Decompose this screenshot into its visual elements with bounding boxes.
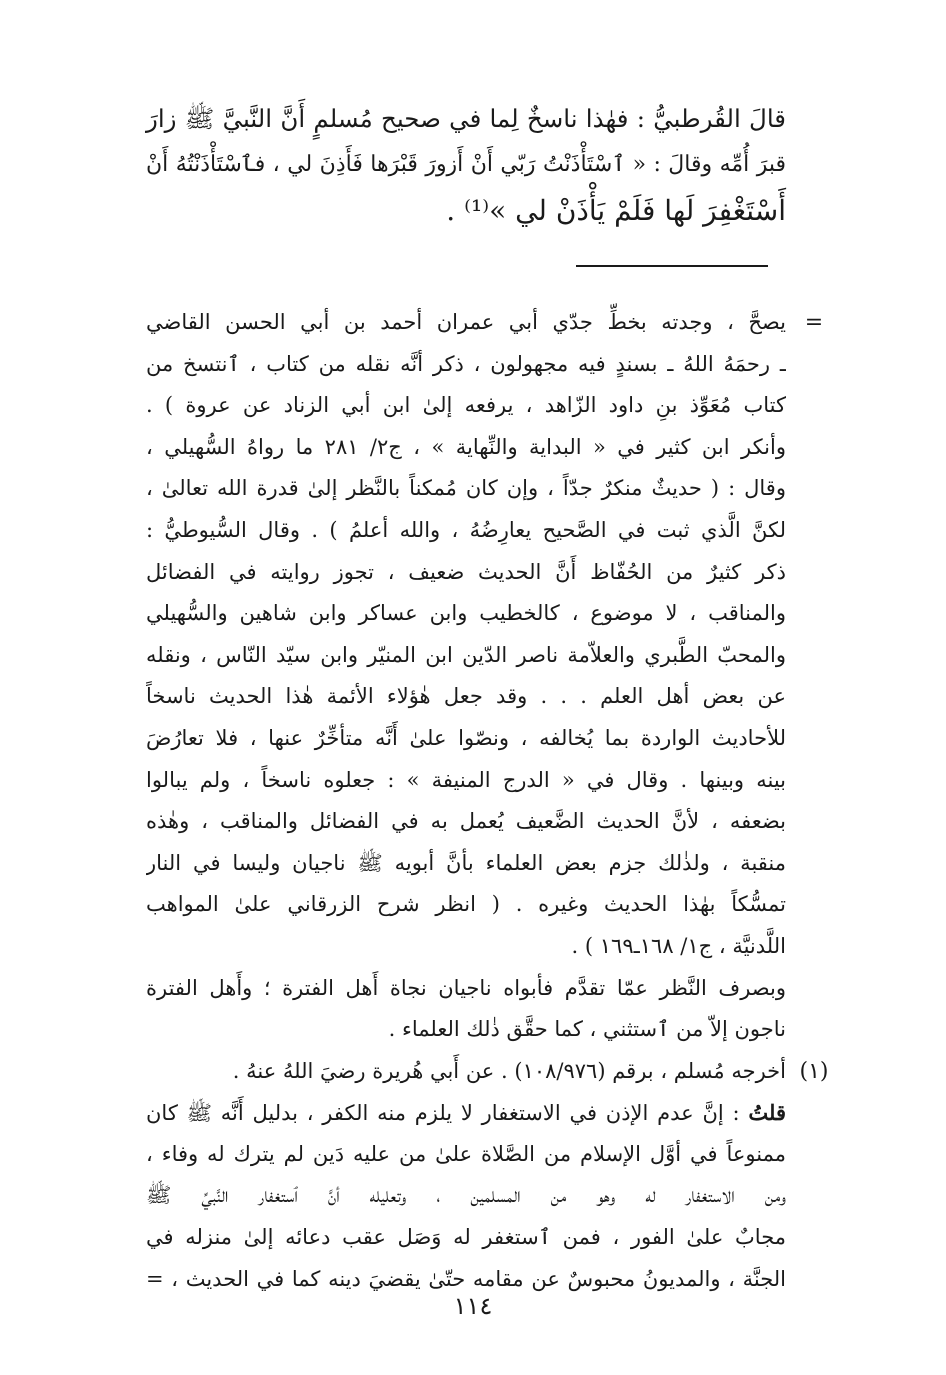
footnote-separator <box>576 265 768 267</box>
footnote-line: كتاب مُعَوِّذ بنِ داود الزّاهد ، يرفعه إلىٰ ابن أبي الزناد عن عروة ) . <box>146 393 786 418</box>
footnote-line: بينه وبينها . وقال في « الدرج المنيفة » : جعلوه ناسخاً ، ولم يبالوا <box>146 767 786 792</box>
footnote-line: مجابٌ علىٰ الفور ، فمن ٱستغفر له وَصَل عقب دعائه إلىٰ منزله في <box>146 1225 786 1250</box>
footnote-line: وقال : ( حديثٌ منكرٌ جدّاً ، وإن كان مُمكناً بالنَّظر إلىٰ قدرة الله تعالىٰ ، <box>146 476 786 501</box>
footnote-addendum <box>146 968 786 1051</box>
footnote-line: لكنَّ الَّذي ثبت في الصَّحيح يعارِضُهُ ، والله أعلمُ ) . وقال السُّيوطيُّ : <box>146 517 786 542</box>
footnote-line: ـ رحمَهُ اللهُ ـ بسندٍ فيه مجهولون ، ذكر أنَّه نقله من كتاب ، ٱنتسخ من <box>146 351 786 376</box>
page-number: ١١٤ <box>453 1292 493 1320</box>
footnote-line: ناجون إلاّ من ٱستثني ، كما حقَّق ذٰلك العلماء . <box>388 1017 786 1042</box>
footnote-line: والمحبّ الطَّبري والعلاّمة ناصر الدّين ابن المنيّر وابن سيّد النّاس ، ونقله <box>146 642 786 667</box>
footnote-line: الجنَّة ، والمديونُ محبوسٌ عن مقامه حتّىٰ يقضيَ دينه كما في الحديث ، = <box>146 1266 786 1291</box>
main-text-line: قبرَ أُمِّه وقالَ : « ٱسْتَأْذَنْتُ رَبّي أَنْ أَزورَ قَبْرَها فَأَذِنَ لي ، فٱسْتَأْذَنْتُهُ أَنْ <box>146 152 786 177</box>
footnote-line: منقبة ، ولذٰلك جزم بعض العلماء بأنَّ أبويه ﷺ ناجيان وليسا في النار <box>146 850 786 875</box>
footnote-continued <box>146 302 824 968</box>
main-text-line: قالَ القُرطبيُّ : فهٰذا ناسخٌ لِما في صحيح مُسلمٍ أَنَّ النَّبيَّ ﷺ زارَ <box>146 104 786 133</box>
footnotes <box>146 302 829 1300</box>
footnote-line: للأحاديث الواردة بما يُخالفه ، ونصّوا علىٰ أَنَّه متأخِّرٌ عنها ، فلا تعارُضَ <box>146 725 786 750</box>
footnote-line: ذكر كثيرٌ من الحُفّاظ أَنَّ الحديث ضعيف ، تجوز روايته في الفضائل <box>146 559 786 584</box>
footnote-number: (١) <box>799 1058 829 1084</box>
footnote-line: وبصرف النَّظر عمّا تقدَّم فأبواه ناجيان نجاة أَهل الفترة ؛ وأَهل الفترة <box>146 975 786 1000</box>
continuation-marker: = <box>804 310 824 335</box>
footnote-line: عن بعض أهل العلم . . . وقد جعل هٰؤلاء الأئمة هٰذا الحديث ناسخاً <box>146 684 786 709</box>
footnote-line: ممنوعاً في أوَّل الإسلام من الصَّلاة علىٰ من عليه دَين لم يترك له وفاء ، <box>146 1141 786 1166</box>
main-text <box>146 96 786 234</box>
footnote-line <box>146 1092 786 1134</box>
footnote-line: ومن الاستغفار له وهو من المسلمين ، وتعليله أنَّ ٱستغفار النَّبيِّ ﷺ <box>146 1183 786 1208</box>
footnote-line: اللَّدنيَّة ، ج١/ ١٦٨ـ١٦٩ ) . <box>571 933 786 958</box>
main-text-line: أَسْتَغْفِرَ لَها فَلَمْ يَأْذَنْ لي »⁽¹⁾ . <box>446 194 786 227</box>
footnote-line: بضعفه ، لأنَّ الحديث الضَّعيف يُعمل به في الفضائل والمناقب ، وهٰذه <box>146 809 786 834</box>
footnote-lead-word: قلتُ <box>748 1100 786 1126</box>
footnote-1 <box>146 1051 829 1301</box>
footnote-line-rest: : إنَّ عدم الإذن في الاستغفار لا يلزم منه الكفر ، بدليل أَنَّه ﷺ كان <box>146 1101 749 1126</box>
footnote-line: وأنكر ابن كثير في « البداية والنِّهاية » ، ج٢/ ٢٨١ ما رواهُ السُّهيلي ، <box>146 434 786 459</box>
footnote-line: والمناقب ، لا موضوع ، كالخطيب وابن عساكر وابن شاهين والسُّهيلي <box>146 601 786 626</box>
footnote-line: أخرجه مُسلم ، برقم (١٠٨/٩٧٦) . عن أَبي هُريرة رضيَ اللهُ عنهُ . <box>232 1058 786 1083</box>
footnote-line: تمسُّكاً بهٰذا الحديث وغيره . ( انظر شرح الزرقاني علىٰ المواهب <box>146 892 786 917</box>
footnote-line: يصحَّ ، وجدته بخطِّ جدّي أبي عمران أحمد بن أبي الحسن القاضي <box>146 310 786 334</box>
